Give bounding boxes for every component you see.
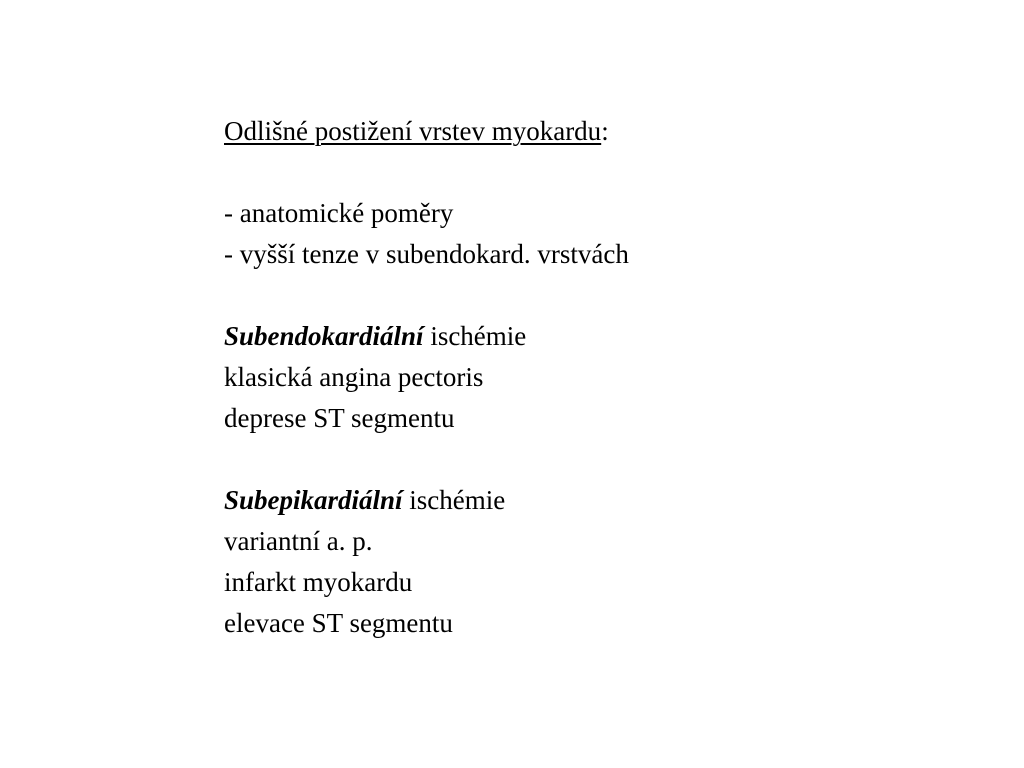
slide-content [224,111,944,644]
subepicardial-heading [224,480,944,521]
subepicardial-line: elevace ST segmentu [224,608,453,638]
cause-item: - vyšší tenze v subendokard. vrstvách [224,239,629,269]
subendocardial-line: deprese ST segmentu [224,403,455,433]
spacer [224,275,944,316]
heading-colon: : [601,116,609,146]
subepicardial-term: Subepikardiální [224,485,403,515]
subepicardial-line: variantní a. p. [224,526,373,556]
heading-line [224,111,944,152]
subendocardial-line: klasická angina pectoris [224,362,484,392]
subendocardial-heading [224,316,944,357]
subendocardial-rest: ischémie [423,321,527,351]
subepicardial-rest: ischémie [402,485,506,515]
subepicardial-line: infarkt myokardu [224,567,413,597]
spacer [224,152,944,193]
spacer [224,439,944,480]
heading-title: Odlišné postižení vrstev myokardu [224,116,602,146]
cause-item: - anatomické poměry [224,198,454,228]
subendocardial-term: Subendokardiální [224,321,424,351]
